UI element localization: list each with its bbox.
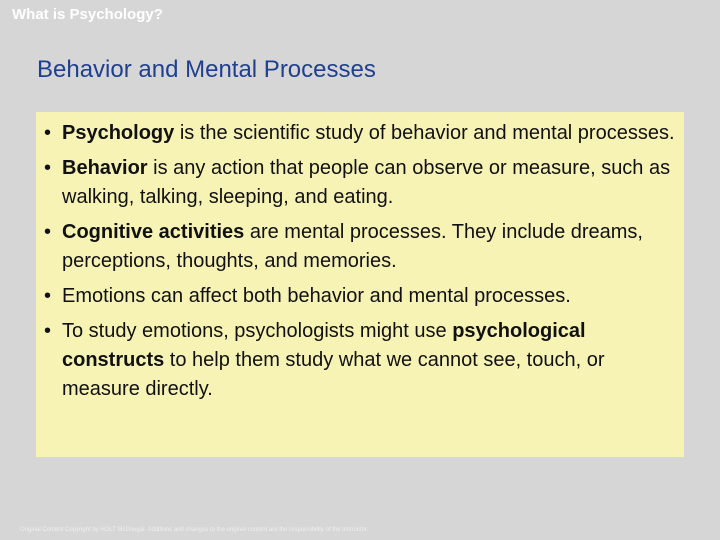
bullet-term: Behavior: [62, 157, 148, 179]
bullet-text: is the scientific study of behavior and mental processes.: [174, 122, 675, 144]
bullet-icon: •: [44, 320, 52, 342]
bullet-item: [44, 218, 678, 276]
bullet-icon: •: [44, 221, 52, 243]
bullet-icon: •: [44, 285, 52, 307]
bullet-icon: •: [44, 122, 52, 144]
bullet-term: Cognitive activities: [62, 221, 245, 243]
slide-heading: Behavior and Mental Processes: [37, 56, 376, 83]
bullet-term: psychological constructs: [62, 320, 586, 371]
content-box: [36, 112, 684, 457]
bullet-term: Psychology: [62, 122, 175, 144]
bullet-text: Emotions can affect both behavior and mental processes.: [62, 285, 571, 307]
bullet-text-pre: To study emotions, psychologists might use: [62, 320, 453, 342]
bullet-text: are mental processes. They include dreams, perceptions, thoughts, and memories.: [62, 221, 643, 272]
bullet-item: [44, 154, 678, 212]
bullet-text: is any action that people can observe or measure, such as walking, talking, sleeping, and eating.: [62, 157, 671, 208]
bullet-item: [44, 119, 678, 148]
bullet-item: [44, 317, 678, 404]
bullet-text: to help them study what we cannot see, touch, or measure directly.: [62, 349, 605, 400]
copyright-footer: Original Content Copyright by HOLT McDougal. Additions and changes to the original content are the responsibility of the instructor.: [20, 527, 369, 533]
bullet-icon: •: [44, 157, 52, 179]
bullet-item: [44, 282, 678, 311]
bullet-list: [44, 119, 678, 410]
slide-top-title: What is Psychology?: [12, 6, 163, 23]
